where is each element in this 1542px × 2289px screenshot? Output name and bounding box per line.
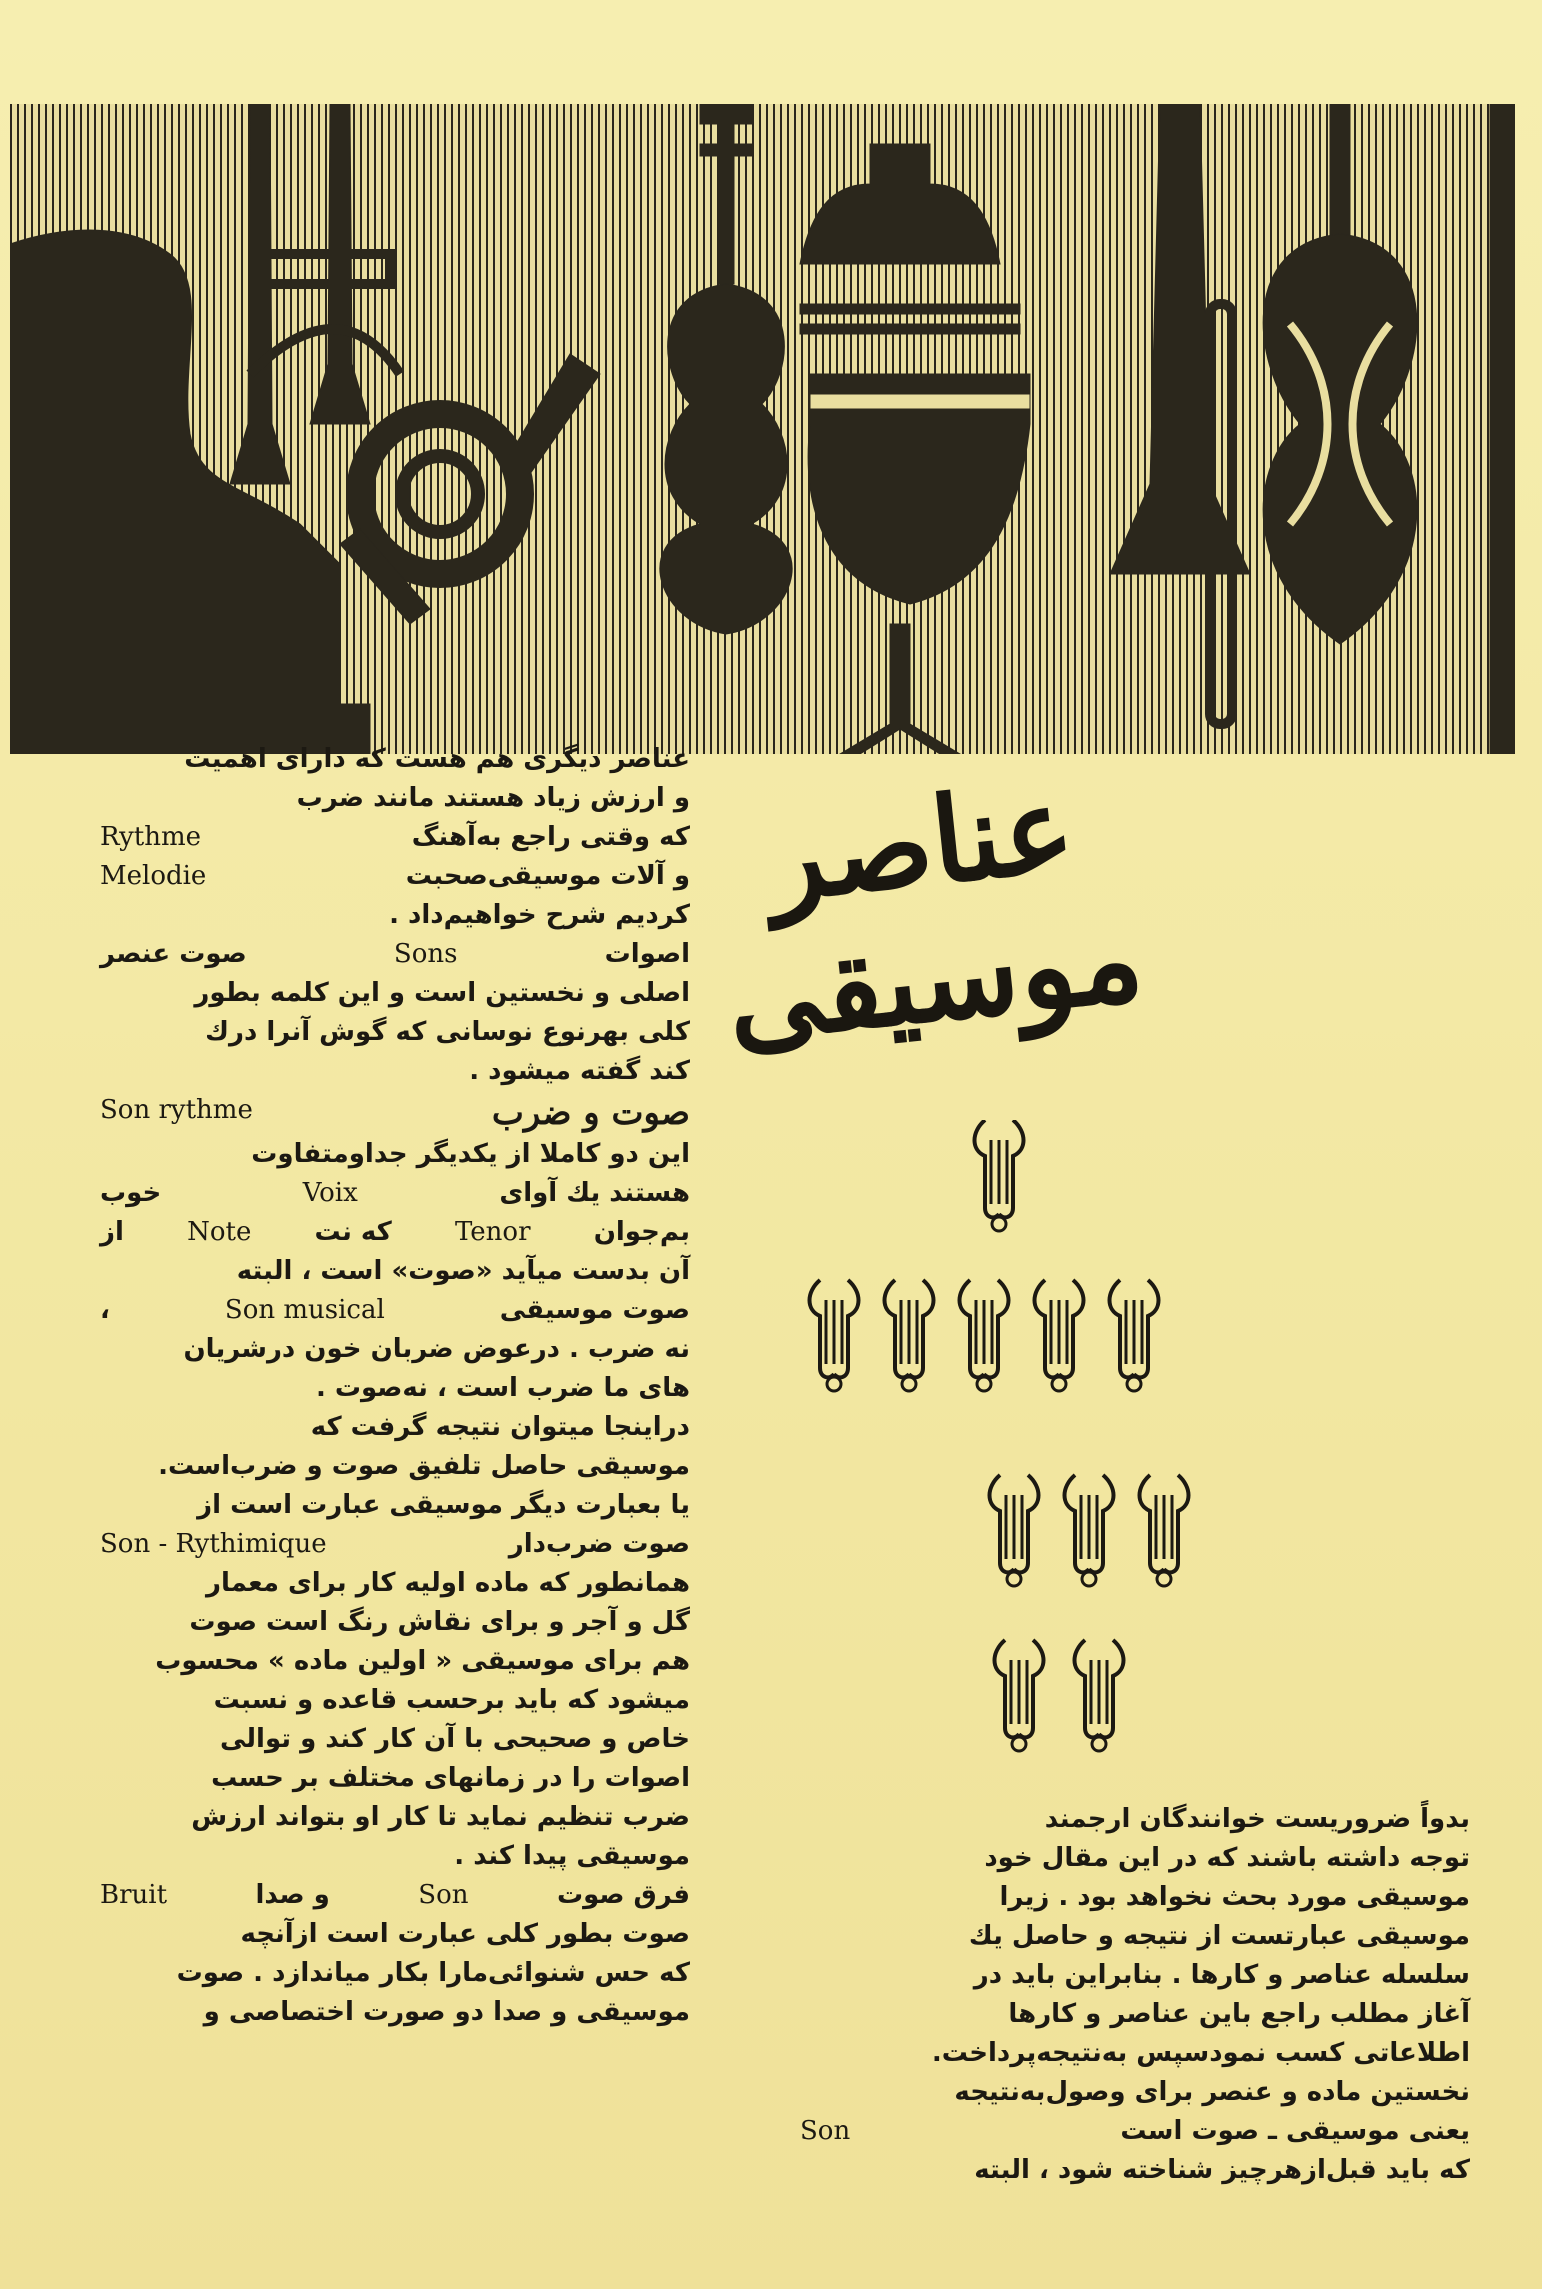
text-line: فرق صوت Son و صدا Bruit <box>100 1880 690 1910</box>
article-column-main <box>100 740 690 2032</box>
lyre-icon-group <box>770 1120 1250 1760</box>
trumpet-icon-2 <box>310 104 370 424</box>
text-line: میشود که باید برحسب قاعده و نسبت <box>213 1685 690 1715</box>
text-line: نخستین ماده و عنصر برای وصول‌به‌نتیجه <box>954 2077 1470 2107</box>
piano-shape <box>10 230 340 704</box>
lyre-icon <box>1110 1280 1159 1391</box>
french-horn-icon <box>360 414 520 574</box>
text-line: کردیم شرح خواهیم‌داد . <box>389 900 690 930</box>
text-line: موسیقی و صدا دو صورت اختصاصی و <box>203 1997 690 2027</box>
violin-icon <box>660 284 792 634</box>
text-line: اصوات Sons صوت عنصر <box>100 939 690 969</box>
text-line: هستند یك آوای Voix خوب <box>100 1178 690 1208</box>
text-line: و ارزش زیاد هستند مانند ضرب <box>296 783 690 813</box>
text-line: دراینجا میتوان نتیجه گرفت که <box>310 1412 690 1442</box>
text-line: و آلات موسیقی‌صحبت Melodie <box>100 861 690 891</box>
text-line: توجه داشته باشند که در این مقال خود <box>984 1843 1470 1873</box>
article-column-intro <box>800 1800 1470 2190</box>
text-line: که حس شنوائی‌مارا بکار میاندازد . صوت <box>176 1958 690 1988</box>
lyre-icon <box>885 1280 934 1391</box>
violin-neck <box>718 104 734 284</box>
text-line: های ما ضرب است ، نه‌صوت . <box>315 1373 690 1403</box>
text-line: که باید قبل‌ازهرچیز شناخته شود ، البته <box>974 2155 1470 2185</box>
text-line: ضرب تنظیم نماید تا کار او بتواند ارزش <box>191 1802 690 1832</box>
trumpet-icon-1 <box>230 104 290 484</box>
text-line: موسیقی حاصل تلفیق صوت و ضرب‌است. <box>158 1451 690 1481</box>
text-line: صوت ضرب‌دار Son - Rythimique <box>100 1529 690 1559</box>
lyre-icon <box>810 1280 859 1391</box>
text-line: هم برای موسیقی « اولین ماده » محسوب <box>155 1646 690 1676</box>
text-line: عناصر دیگری هم هست که دارای اهمیت <box>184 744 690 774</box>
page-title: عناصر موسیقی <box>720 757 1149 1069</box>
text-line: یعنی موسیقی ـ صوت است Son <box>800 2116 1470 2146</box>
text-line: خاص و صحیحی با آن کار کند و توالی <box>219 1724 690 1754</box>
section-heading: صوت و ضرب Son rythme <box>100 1093 690 1133</box>
text-line: که وقتی راجع به‌آهنگ Rythme <box>100 822 690 852</box>
text-line: بم‌جوان Tenor که نت Note از <box>100 1217 690 1247</box>
text-line: موسیقی مورد بحث نخواهد بود . زیرا <box>999 1882 1470 1912</box>
instruments-svg <box>10 104 1515 754</box>
cello-neck <box>1330 104 1350 244</box>
lyre-icon <box>1075 1640 1124 1751</box>
lyre-icon <box>1140 1475 1189 1586</box>
text-line: اصوات را در زمانهای مختلف بر حسب <box>211 1763 690 1793</box>
text-line: موسیقی عبارتست از نتیجه و حاصل یك <box>968 1921 1470 1951</box>
cymbal-icon <box>800 144 1000 264</box>
text-line: سلسله عناصر و کارها . بنابراین باید در <box>973 1960 1470 1990</box>
text-line: همانطور که ماده اولیه کار برای معمار <box>205 1568 690 1598</box>
lyre-ornaments <box>770 1120 1250 1760</box>
lyre-icon <box>960 1280 1009 1391</box>
text-line: گل و آجر و برای نقاش رنگ است صوت <box>189 1607 690 1637</box>
text-line: این دو کاملا از یکدیگر جداومتفاوت <box>251 1139 690 1169</box>
lyre-icon <box>975 1120 1024 1231</box>
text-line: بدواً ضروریست خوانندگان ارجمند <box>1044 1804 1470 1834</box>
lyre-icon <box>1035 1280 1084 1391</box>
text-line: کلی بهرنوع نوسانی که گوش آنرا درك <box>205 1017 690 1047</box>
text-line: نه ضرب . درعوض ضربان خون درشریان <box>183 1334 690 1364</box>
text-line: کند گفته میشود . <box>469 1056 690 1086</box>
text-line: اصلی و نخستین است و این کلمه بطور <box>194 978 690 1008</box>
text-line: آن بدست میآید «صوت» است ، البته <box>236 1256 690 1286</box>
text-line: موسیقی پیدا کند . <box>454 1841 690 1871</box>
text-line: یا بعبارت دیگر موسیقی عبارت است از <box>197 1490 690 1520</box>
lyre-icon <box>1065 1475 1114 1586</box>
text-line: آغاز مطلب راجع باین عناصر و کارها <box>1008 1999 1470 2029</box>
text-line: صوت موسیقی Son musical ، <box>100 1295 690 1325</box>
lyre-icon <box>990 1475 1039 1586</box>
cello-icon <box>1263 234 1417 644</box>
instruments-illustration <box>10 104 1515 754</box>
text-line: اطلاعاتی کسب نمودسپس به‌نتیجه‌پرداخت. <box>931 2038 1470 2068</box>
text-line: صوت بطور کلی عبارت است ازآنچه <box>240 1919 690 1949</box>
lyre-icon <box>995 1640 1044 1751</box>
